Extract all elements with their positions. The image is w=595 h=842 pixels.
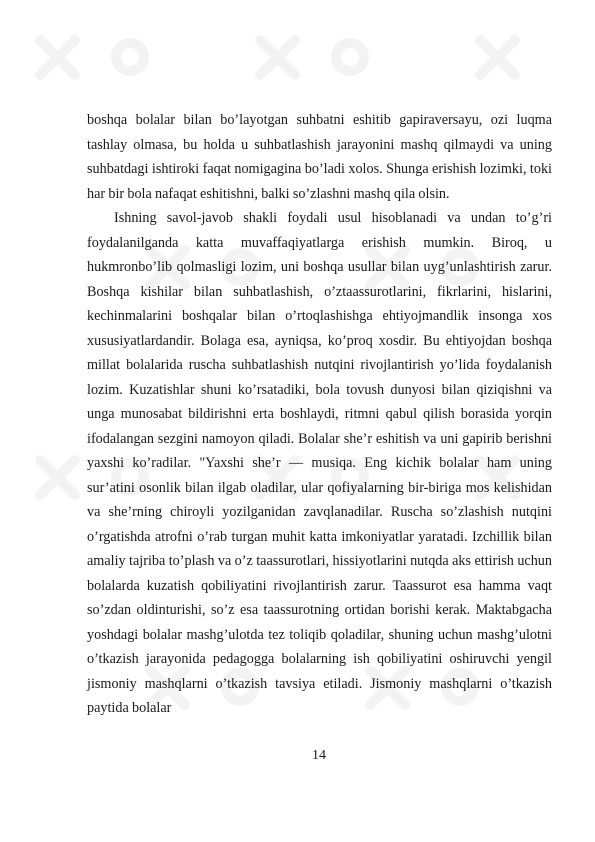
page-number: 14	[312, 748, 326, 763]
body-text	[87, 108, 552, 721]
paragraph-2: Ishning savol-javob shakli foydali usul hisoblanadi va undan to’g’ri foydalanilganda katta muvaffaqiyatlarga erishish mumkin. Biroq, u hukmronbo’lib qolmasligi lozim, uni boshqa usullar bilan uyg’unlashtirish zarur. Boshqa kishilar bilan suhbatlashish, o’ztaassurotlarini, fikrlarini, hislarini, kechinmalarini boshqalar bilan o’rtoqlashishga ehtiyojmandlik insonga xos xususiyatlardandir. Bolaga esa, ayniqsa, ko’proq xosdir. Bu ehtiyojdan boshqa millat bolalarida ruscha suhbatlashish nutqini rivojlantirish yo’lida foydalanish lozim. Kuzatishlar shuni ko’rsatadiki, bola tovush dunyosi bilan qiziqishni va unga munosabat bildirishni erta boshlaydi, ritmni qabul qilish borasida yorqin ifodalangan sezgini namoyon qiladi. Bolalar she’r eshitish va uni gapirib berishni yaxshi ko’radilar. "Yaxshi she’r — musiqa. Eng kichik bolalar ham uning sur’atini osonlik bilan ilgab oladilar, ular qofiyalarning bir-biriga mos kelishidan va she’rning chiroyli yozilganidan zavqlanadilar. Ruscha so’zlashish nutqini o’rgatishda atrofni o’rab turgan muhit katta imkoniyatlar yaratadi. Izchillik bilan amaliy tajriba to’plash va o’z taassurotlari, hissiyotlarini nutqda aks ettirish uchun bolalarda kuzatish qobiliyatini rivojlantirish zarur. Taassurot esa hamma vaqt so’zdan oldinturishi, so’z esa taassurotning ortidan borishi kerak. Maktabgacha yoshdagi bolalar mashg’ulotda tez toliqib qoladilar, shuning uchun mashg’ulotni o’tkazish jarayonida pedagogga bolalarning ish qobiliyatini oshiruvchi yengil jismoniy mashqlarni o’tkazish tavsiya etiladi. Jismoniy mashqlarni o’tkazish paytida bolalar	[87, 210, 552, 716]
paragraph-1: boshqa bolalar bilan bo’layotgan suhbatni eshitib gapiraversayu, ozi luqma tashlay olmasa, bu holda u suhbatlashish jarayonini mashq qilmaydi va uning suhbatdagi ishtiroki faqat nomigagina bo’ladi xolos. Shunga erishish lozimki, toki har bir bola nafaqat eshitishni, balki so’zlashni mashq qila olsin.	[87, 112, 552, 202]
